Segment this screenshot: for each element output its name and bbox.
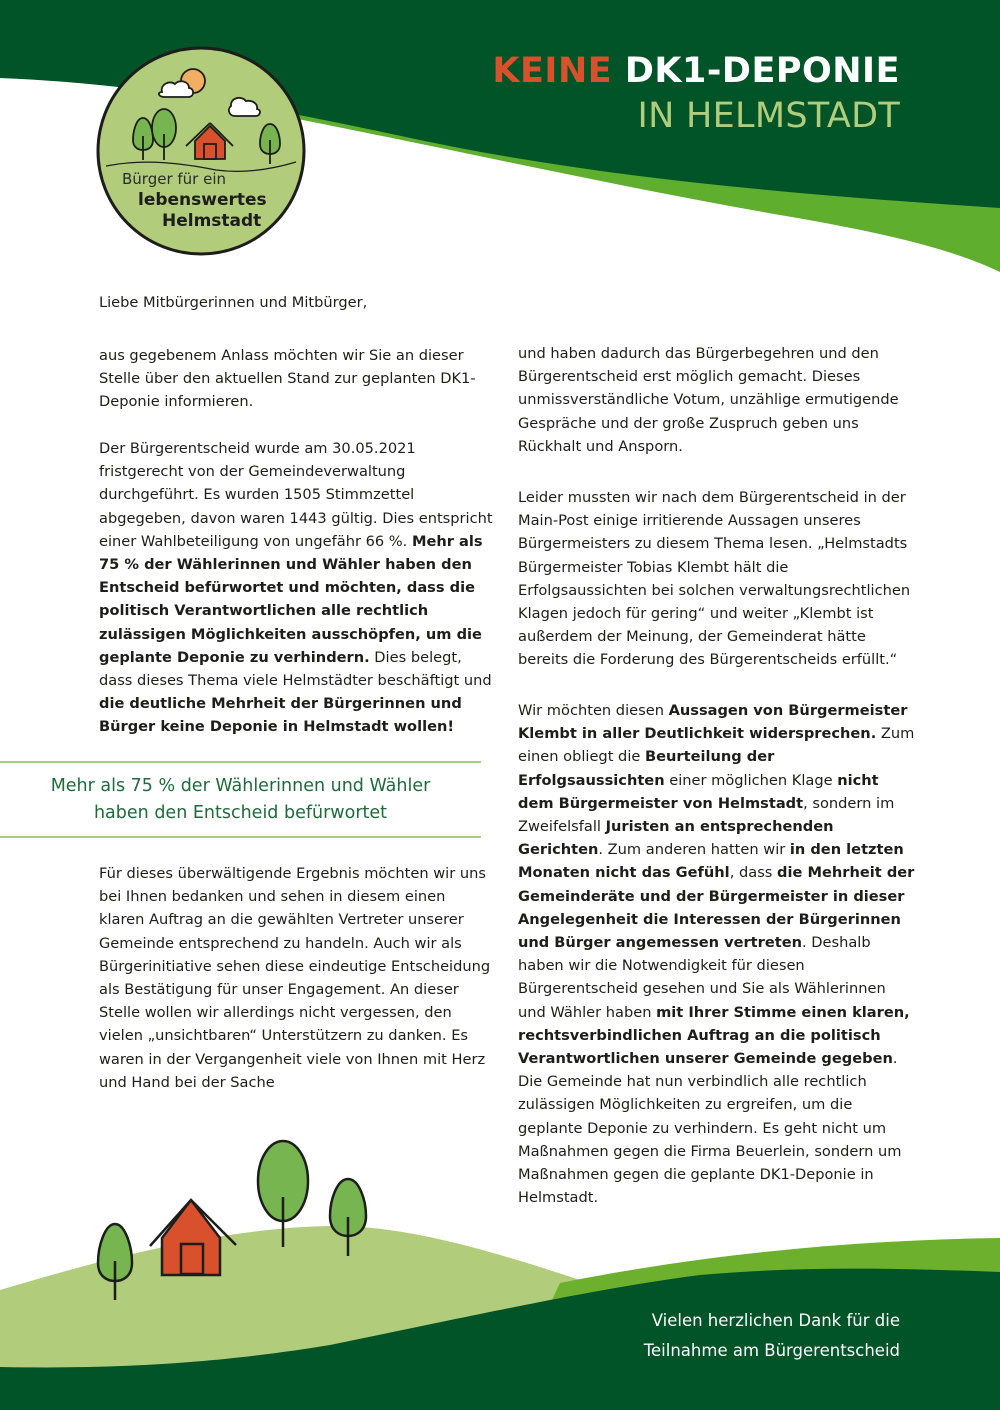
pull-quote: Mehr als 75 % der Wählerinnen und Wähler haben den Entscheid befürwortet [50,776,431,823]
divider [0,761,481,763]
divider [0,836,481,838]
salutation: Liebe Mitbürgerinnen und Mitbürger, [99,294,368,311]
rebuttal-paragraph: Wir möchten diesen Aussagen von Bürgermeister Klembt in aller Deutlichkeit widersprechen. Zum einen obliegt die Beurteilung der Erfolgsaussichten einer möglichen Klage nicht dem Bürgermeister von Helmstadt, sondern im Zweifelsfall Juristen an entsprechenden Gerichten. Zum anderen hatten wir in den letzten Monaten nicht das Gefühl, dass die Mehrheit der Gemeinderäte und der Bürgermeister in dieser Angelegenheit die Interessen der Bürgerinnen und Bürger angemessen vertreten. Deshalb haben wir die Notwendigkeit für diesen Bürgerentscheid gesehen und Sie als Wählerinnen und Wähler haben mit Ihrer Stimme einen klaren, rechtsverbindlichen Auftrag an die politisch Verantwortlichen unserer Gemeinde gegeben. Die Gemeinde hat nun verbindlich alle rechtlich zulässigen Möglichkeiten zu ergreifen, um die geplante Deponie zu verhindern. Es geht nicht um Maßnahmen gegen die Firma Beuerlein, sondern um Maßnahmen gegen die geplante DK1-Deponie in Helmstadt. [518,702,915,1207]
logo-line-3: Helmstadt [162,211,262,231]
result-paragraph: Der Bürgerentscheid wurde am 30.05.2021 fristgerecht von der Gemeindeverwaltung durchgeführt. Es wurden 1505 Stimmzettel abgegeben, davon waren 1443 gültig. Dies entspricht einer Wahlbeteiligung von ungefähr 66 %. Mehr als 75 % der Wählerinnen und Wähler haben den Entscheid befürwortet und möchten, dass die politisch Verantwortlichen alle rechtlich zulässigen Möglichkeiten ausschöpfen, um die geplante Deponie zu verhindern. Dies belegt, dass dieses Thema viele Helmstädter beschäftigt und die deutliche Mehrheit der Bürgerinnen und Bürger keine Deponie in Helmstadt wollen! [99,440,493,736]
title-main: DK1-DEPONIE [624,51,900,91]
highlight-conclusion: die deutliche Mehrheit der Bürgerinnen und Bürger keine Deponie in Helmstadt wollen! [99,695,462,736]
footer-thanks: Vielen herzlichen Dank für die Teilnahme am Bürgerentscheid [643,1311,900,1360]
title-accent: KEINE [492,51,613,91]
logo-line-1: Bürger für ein [122,170,227,188]
logo-badge [96,46,306,256]
title-subtitle: IN HELMSTADT [637,96,900,136]
intro-paragraph: aus gegebenem Anlass möchten wir Sie an dieser Stelle über den aktuellen Stand zur geplanten DK1- Deponie informieren. [99,347,476,411]
cloud-icon [159,81,193,97]
highlight-majority: Mehr als 75 % der Wählerinnen und Wähler haben den Entscheid befürwortet und möchten, dass die politisch Verantwortlichen alle rechtlich zulässigen Möglichkeiten ausschöpfen, um die geplante Deponie zu verhindern. [99,532,483,666]
page-title [492,50,900,138]
continuation-paragraph: und haben dadurch das Bürgerbegehren und den Bürgerentscheid erst möglich gemacht. Dieses unmissverständliche Votum, unzählige ermutigende Gespräche und der große Zuspruch geben uns Rückhalt und Ansporn. [518,345,899,455]
mainpost-paragraph: Leider mussten wir nach dem Bürgerentscheid in der Main-Post einige irritierende Aussagen unseres Bürgermeisters zu diesem Thema lesen. „Helmstadts Bürgermeister Tobias Klembt hält die Erfolgsaussichten bei solchen verwaltungsrechtlichen Klagen jedoch für gering“ und weiter „Klembt ist außerdem der Meinung, der Gemeinderat hätte bereits die Forderung des Bürgerentscheids erfüllt.“ [518,489,911,669]
logo-line-2: lebenswertes [138,190,267,210]
thanks-paragraph: Für dieses überwältigende Ergebnis möchten wir uns bei Ihnen bedanken und sehen in diesem einen klaren Auftrag an die gewählten Vertreter unserer Gemeinde entsprechend zu handeln. Auch wir als Bürgerinitiative sehen diese eindeutige Entscheidung als Bestätigung für unser Engagement. An dieser Stelle wollen wir allerdings nicht vergessen, den vielen „unsichtbaren“ Unterstützern zu danken. Es waren in der Vergangenheit viele von Ihnen mit Herz und Hand bei der Sache [99,865,491,1091]
